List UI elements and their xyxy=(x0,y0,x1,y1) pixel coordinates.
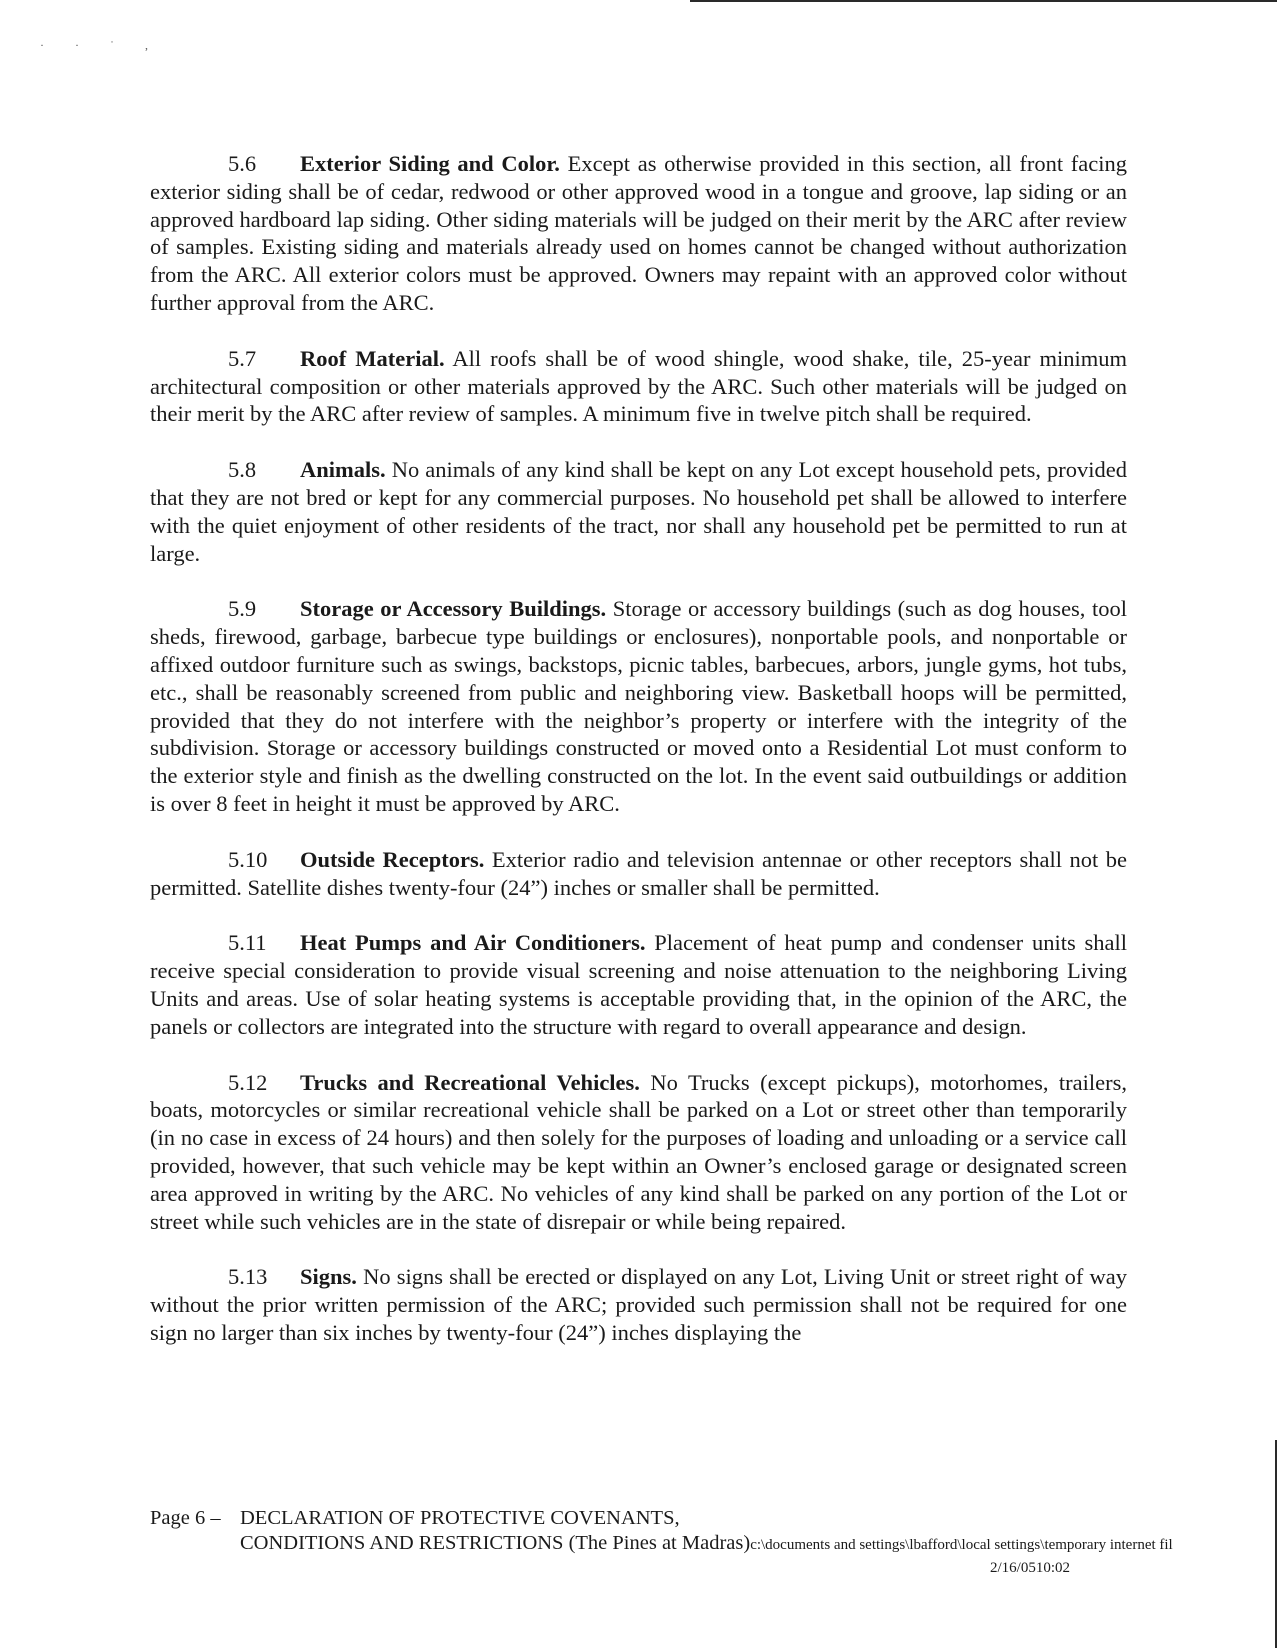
footer-title-line-2: CONDITIONS AND RESTRICTIONS (The Pines at Madras) xyxy=(240,1532,751,1554)
footer-file-path: c:\documents and settings\lbafford\local settings\temporary internet fil xyxy=(750,1537,1173,1553)
section-title: Storage or Accessory Buildings. xyxy=(300,596,607,622)
section-number: 5.8 xyxy=(228,457,257,483)
section-number: 5.7 xyxy=(228,345,257,371)
section-title: Roof Material. xyxy=(300,345,445,371)
section-title: Animals. xyxy=(300,457,386,483)
section-number: 5.6 xyxy=(228,151,257,176)
section-title: Trucks and Recreational Vehicles. xyxy=(300,1069,640,1095)
section-text: Placement of heat pump and condenser units shall receive special consideration to provide visual screening and noise attenuation to the neighboring Living Units and areas. Use of solar heating systems is acceptable providing that, in the opinion of the ARC, the panels or collectors are integrated into the structure with regard to overall appearance and design. xyxy=(150,930,1127,1039)
footer-title-line-1: DECLARATION OF PROTECTIVE COVENANTS, xyxy=(240,1507,680,1529)
section-title: Signs. xyxy=(300,1264,357,1290)
section-number: 5.10 xyxy=(228,846,268,872)
section-text: No Trucks (except pickups), motorhomes, trailers, boats, motorcycles or similar recreational vehicle shall be parked on a Lot or street other than temporarily (in no case in excess of 24 hours) and then solely for the purposes of loading and unloading or a service call provided, however, that such vehicle may be kept within an Owner’s enclosed garage or designated screen area approved in writing by the ARC. No vehicles of any kind shall be parked on any portion of the Lot or street while such vehicles are in the state of disrepair or while being repaired. xyxy=(150,1069,1128,1234)
footer-line-2 xyxy=(150,1531,1230,1558)
footer-line-1 xyxy=(150,1506,1230,1531)
section-text: Storage or accessory buildings (such as dog houses, tool sheds, firewood, garbage, barbecue type buildings or enclosures), nonportable pools, and nonportable or affixed outdoor furniture such as swings, backstops, picnic tables, barbecues, arbors, jungle gyms, hot tubs, etc., shall be reasonably screened from public and neighboring view. Basketball hoops will be permitted, provided that they do not interfere with the neighbor’s property or interfere with the integrity of the subdivision. Storage or accessory buildings constructed or moved onto a Residential Lot must conform to the exterior style and finish as the dwelling constructed on the lot. In the event said outbuildings or addition is over 8 feet in height it must be approved by ARC. xyxy=(150,596,1127,816)
section-5-6 xyxy=(150,150,1127,317)
scan-specks: · · ˙ , xyxy=(40,38,162,52)
section-text: All roofs shall be of wood shingle, wood shake, tile, 25-year minimum architectural composition or other materials approved by the ARC. Such other materials will be judged on their merit by the ARC after review of samples. A minimum five in twelve pitch shall be required. xyxy=(150,345,1127,427)
section-title: Outside Receptors. xyxy=(300,846,485,872)
page-footer xyxy=(150,1506,1230,1578)
document-body xyxy=(150,150,1127,1375)
section-5-11 xyxy=(150,929,1127,1040)
section-5-13 xyxy=(150,1263,1127,1346)
top-edge-line xyxy=(690,0,1277,2)
section-text: Exterior radio and television antennae or other receptors shall not be permitted. Satellite dishes twenty-four (24”) inches or smaller shall be permitted. xyxy=(150,846,1127,900)
section-text: Except as otherwise provided in this section, all front facing exterior siding shall be of cedar, redwood or other approved wood in a tongue and groove, lap siding or an approved hardboard lap siding. Other siding materials will be judged on their merit by the ARC after review of samples. Existing siding and materials already used on homes cannot be changed without authorization from the ARC. All exterior colors must be approved. Owners may repaint with an approved color without further approval from the ARC. xyxy=(150,151,1128,315)
section-number: 5.11 xyxy=(228,930,267,956)
section-number: 5.13 xyxy=(228,1264,268,1290)
page-number: Page 6 – xyxy=(150,1507,221,1529)
section-text: No animals of any kind shall be kept on any Lot except household pets, provided that they are not bred or kept for any commercial purposes. No household pet shall be allowed to interfere with the quiet enjoyment of other residents of the tract, nor shall any household pet be permitted to run at large. xyxy=(150,457,1128,566)
section-5-9 xyxy=(150,595,1127,817)
section-number: 5.9 xyxy=(228,596,257,622)
section-text: No signs shall be erected or displayed on any Lot, Living Unit or street right of way without the prior written permission of the ARC; provided such permission shall not be required for one sign no larger than six inches by twenty-four (24”) inches displaying the xyxy=(150,1264,1128,1345)
section-title: Heat Pumps and Air Conditioners. xyxy=(300,930,646,956)
section-5-12 xyxy=(150,1069,1127,1236)
section-number: 5.12 xyxy=(228,1069,268,1095)
footer-date: 2/16/0510:02 xyxy=(989,1560,1070,1576)
section-5-7 xyxy=(150,345,1127,428)
section-title: Exterior Siding and Color. xyxy=(300,151,560,176)
section-5-8 xyxy=(150,456,1127,567)
section-5-10 xyxy=(150,846,1127,902)
